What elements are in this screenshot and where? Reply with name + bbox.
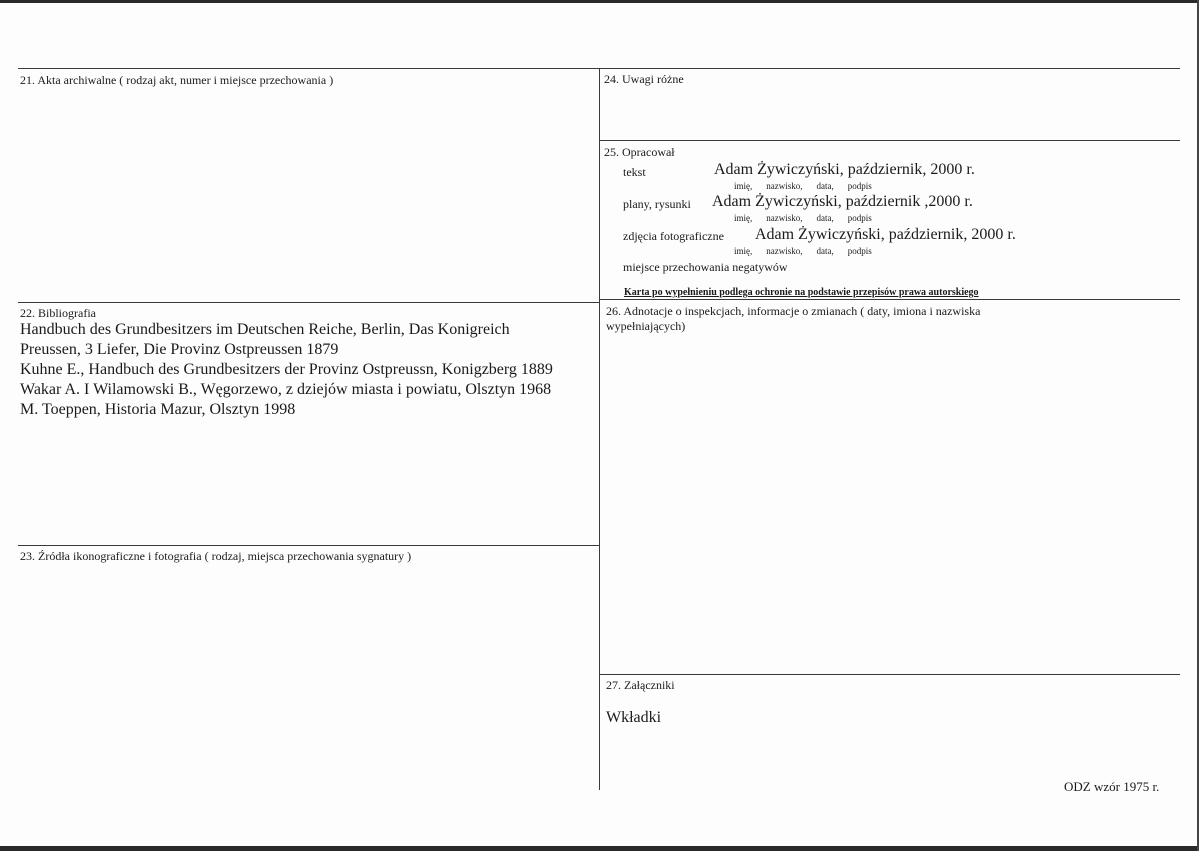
negatywy-label: miejsce przechowania negatywów — [623, 260, 788, 274]
bibliography-entry: M. Toeppen, Historia Mazur, Olsztyn 1998 — [20, 401, 296, 418]
bibliography-entry: Handbuch des Grundbesitzers im Deutschen Reiche, Berlin, Das Konigreich — [20, 321, 510, 338]
plany-value: Adam Żywiczyński, październik ,2000 r. — [712, 193, 973, 210]
section-23-label: 23. Źródła ikonograficzne i fotografia ( rodzaj, miejsca przechowania sygnatury ) — [20, 549, 412, 563]
center-divider — [599, 68, 600, 790]
zdjecia-label: zdjęcia fotograficzne — [623, 229, 724, 243]
section-26-label-line2: wypełniających) — [606, 319, 686, 333]
plany-label: plany, rysunki — [623, 197, 691, 211]
rule-26-27 — [599, 674, 1180, 675]
attachments-value: Wkładki — [606, 709, 662, 726]
zdjecia-caption: imię, nazwisko, data, podpis — [734, 246, 872, 256]
page-edge-top — [0, 0, 1199, 3]
copyright-note: Karta po wypełnieniu podlega ochronie na podstawie przepisów prawa autorskiego — [624, 287, 979, 298]
form-number: ODZ wzór 1975 r. — [1064, 779, 1160, 794]
section-25-label: 25. Opracował — [604, 145, 675, 159]
section-26-label-line1: 26. Adnotacje o inspekcjach, informacje o zmianach ( daty, imiona i nazwiska — [606, 304, 981, 318]
bibliography-list — [20, 320, 553, 420]
tekst-label: tekst — [623, 165, 646, 179]
rule-22-23 — [18, 545, 599, 546]
rule-25-26 — [599, 299, 1180, 300]
tekst-caption: imię, nazwisko, data, podpis — [734, 181, 872, 191]
section-21-label: 21. Akta archiwalne ( rodzaj akt, numer i miejsce przechowania ) — [20, 73, 334, 87]
bibliography-entry: Kuhne E., Handbuch des Grundbesitzers der Provinz Ostpreussn, Konigzberg 1889 — [20, 361, 553, 378]
page-edge-bottom — [0, 846, 1199, 851]
section-22-label: 22. Bibliografia — [20, 306, 96, 320]
zdjecia-value: Adam Żywiczyński, październik, 2000 r. — [755, 226, 1016, 243]
rule-24-25 — [599, 140, 1180, 141]
section-24-label: 24. Uwagi różne — [604, 72, 684, 86]
bibliography-entry: Wakar A. I Wilamowski B., Węgorzewo, z dziejów miasta i powiatu, Olsztyn 1968 — [20, 381, 552, 398]
rule-21-22 — [18, 302, 599, 303]
bibliography-entry: Preussen, 3 Liefer, Die Provinz Ostpreussen 1879 — [20, 341, 339, 358]
tekst-value: Adam Żywiczyński, październik, 2000 r. — [714, 161, 975, 178]
section-27-label: 27. Załączniki — [606, 678, 675, 692]
plany-caption: imię, nazwisko, data, podpis — [734, 213, 872, 223]
